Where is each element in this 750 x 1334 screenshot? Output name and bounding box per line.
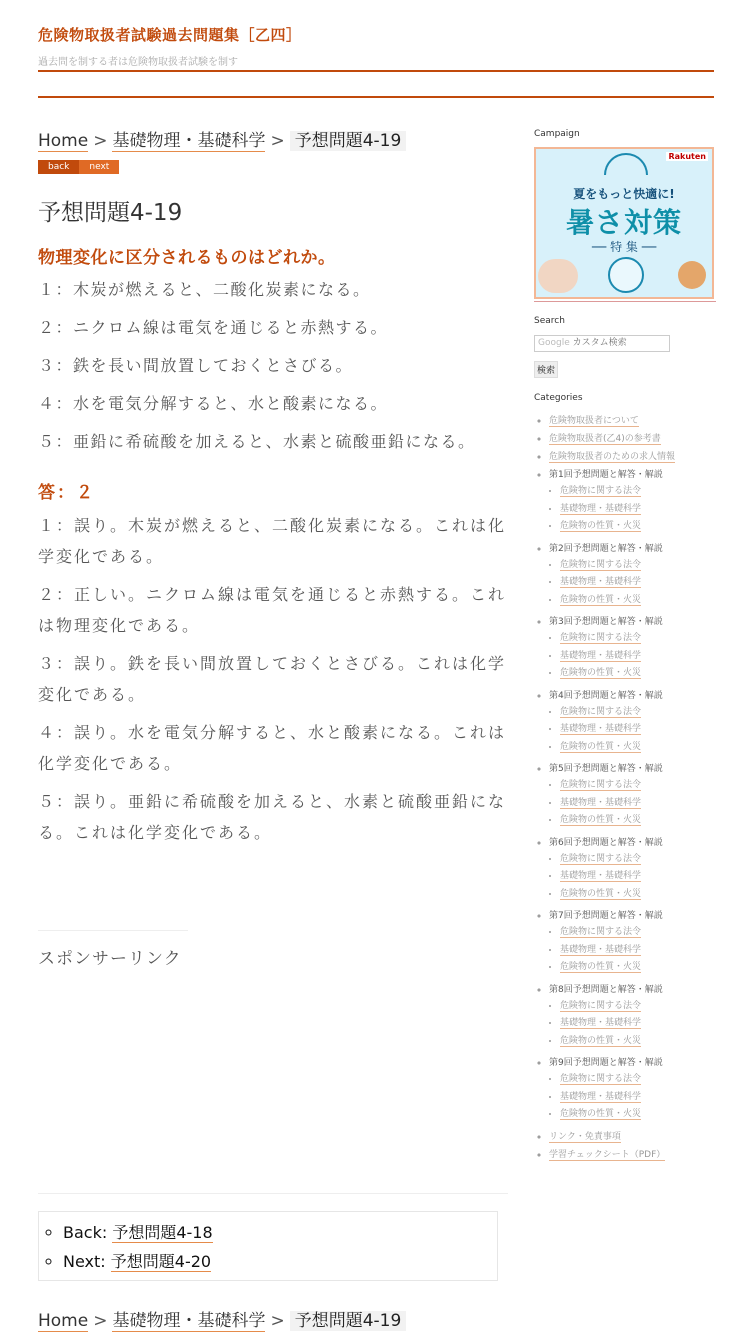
category-link[interactable]: リンク・免責事項: [549, 1131, 621, 1142]
subcategory-link[interactable]: 危険物に関する法令: [560, 633, 642, 643]
subcategory-list: [549, 557, 716, 610]
subcategory-link[interactable]: 危険物の性質・火災: [560, 1109, 642, 1119]
breadcrumb-separator: >: [270, 131, 285, 151]
subcategory-link[interactable]: 危険物に関する法令: [560, 706, 642, 717]
subcategory-item: [560, 704, 716, 722]
search-input[interactable]: [534, 335, 670, 352]
categories-list: [534, 413, 716, 1160]
category-label[interactable]: 第6回予想問題と解答・解説: [549, 837, 663, 848]
subcategory-link[interactable]: 危険物の性質・火災: [560, 815, 642, 825]
category-item: [549, 1055, 716, 1124]
site-description: 過去問を制する者は危険物取扱者試験を制す: [38, 57, 238, 68]
post-title: 予想問題4-19: [38, 200, 183, 226]
answer-text: 答：２: [38, 483, 95, 503]
subcategory-item: [560, 795, 716, 813]
subcategory-link[interactable]: 基礎物理・基礎科学: [560, 944, 642, 955]
prev-post-link[interactable]: 予想問題4-18: [112, 1223, 213, 1242]
subcategory-link[interactable]: 危険物に関する法令: [560, 853, 642, 864]
subcategory-link[interactable]: 基礎物理・基礎科学: [560, 797, 642, 808]
breadcrumb: [38, 126, 508, 151]
options-list: [38, 278, 508, 454]
sidebar: [534, 129, 716, 1165]
subcategory-link[interactable]: 基礎物理・基礎科学: [560, 1091, 642, 1102]
option-item: １：木炭が燃えると、二酸化炭素になる。: [38, 280, 371, 299]
subcategory-item: [560, 1106, 716, 1124]
rakuten-logo: Rakuten: [668, 152, 706, 161]
subcategory-link[interactable]: 基礎物理・基礎科学: [560, 650, 642, 661]
subcategory-link[interactable]: 危険物の性質・火災: [560, 668, 642, 678]
prev-post-item: [63, 1218, 497, 1247]
breadcrumb-home[interactable]: Home: [38, 1311, 89, 1331]
subcategory-item: [560, 812, 716, 830]
subcategory-link[interactable]: 危険物の性質・火災: [560, 594, 642, 605]
explanation-item: ４：誤り。水を電気分解すると、水と酸素になる。これは化学変化である。: [38, 723, 507, 773]
subcategory-item: [560, 592, 716, 610]
campaign-banner[interactable]: [534, 147, 714, 299]
site-title[interactable]: 危険物取扱者試験過去問題集［乙四］: [38, 26, 302, 44]
subcategory-list: [549, 483, 716, 536]
category-label[interactable]: 第7回予想問題と解答・解説: [549, 911, 663, 921]
search-button[interactable]: 検索: [534, 361, 558, 378]
breadcrumb-bottom: [38, 1306, 508, 1331]
option-item: ５：亜鉛に希硫酸を加えると、水素と硫酸亜鉛になる。: [38, 432, 476, 451]
subcategory-list: [549, 1071, 716, 1124]
category-link[interactable]: 危険物取扱者(乙4)の参考書: [549, 434, 661, 444]
post-divider: [38, 1193, 508, 1194]
subcategory-link[interactable]: 危険物の性質・火災: [560, 1035, 642, 1046]
subcategory-item: [560, 924, 716, 942]
subcategory-link[interactable]: 基礎物理・基礎科学: [560, 871, 642, 881]
category-link[interactable]: 学習チェックシート（PDF）: [549, 1149, 666, 1160]
category-item: [549, 1129, 716, 1142]
next-post-item: [63, 1247, 497, 1276]
category-label[interactable]: 第4回予想問題と解答・解説: [549, 690, 663, 701]
google-logo: Google: [538, 338, 570, 348]
category-label[interactable]: 第1回予想問題と解答・解説: [549, 470, 663, 480]
subcategory-item: [560, 1071, 716, 1089]
subcategory-list: [549, 777, 716, 830]
category-item: [549, 1147, 716, 1160]
subcategory-item: [560, 998, 716, 1016]
explanations-list: [38, 510, 508, 848]
subcategory-list: [549, 704, 716, 757]
subcategory-list: [549, 851, 716, 904]
subcategory-link[interactable]: 危険物に関する法令: [560, 780, 642, 790]
subcategory-item: [560, 483, 716, 501]
explanation-item: ５：誤り。亜鉛に希硫酸を加えると、水素と硫酸亜鉛になる。これは化学変化である。: [38, 792, 507, 842]
bear-icon: [608, 257, 644, 293]
category-label[interactable]: 第8回予想問題と解答・解説: [549, 984, 663, 995]
category-link[interactable]: 危険物取扱者のための求人情報: [549, 452, 676, 462]
subcategory-item: [560, 868, 716, 886]
breadcrumb-current: 予想問題4-19: [290, 131, 407, 151]
subcategory-link[interactable]: 危険物の性質・火災: [560, 962, 642, 972]
subcategory-item: [560, 942, 716, 960]
banner-underline: [534, 301, 716, 302]
subcategory-list: [549, 630, 716, 683]
breadcrumb-home[interactable]: Home: [38, 131, 89, 151]
subcategory-link[interactable]: 危険物の性質・火災: [560, 888, 642, 899]
subcategory-item: [560, 721, 716, 739]
pager: [38, 160, 508, 174]
next-post-link[interactable]: 予想問題4-20: [110, 1252, 212, 1271]
subcategory-link[interactable]: 基礎物理・基礎科学: [560, 724, 642, 734]
explanation-item: ３：誤り。鉄を長い間放置しておくとさびる。これは化学変化である。: [38, 654, 507, 704]
person-illustration: [538, 259, 578, 293]
campaign-title: Campaign: [534, 129, 580, 139]
subcategory-link[interactable]: 基礎物理・基礎科学: [560, 1018, 642, 1028]
main-content: [38, 126, 508, 1331]
subcategory-item: [560, 501, 716, 519]
category-item: [549, 431, 716, 444]
search-title: Search: [534, 316, 565, 326]
banner-line2: 暑さ対策: [565, 206, 682, 239]
subcategory-link[interactable]: 危険物に関する法令: [560, 486, 642, 496]
question-text: 物理変化に区分されるものはどれか。: [38, 248, 336, 268]
next-button[interactable]: next: [79, 160, 119, 174]
categories-title: Categories: [534, 393, 583, 403]
breadcrumb-separator: >: [93, 131, 108, 151]
prev-post-label: Back:: [63, 1223, 108, 1242]
subcategory-item: [560, 630, 716, 648]
subcategory-item: [560, 851, 716, 869]
breadcrumb-separator: >: [93, 1311, 108, 1331]
subcategory-item: [560, 557, 716, 575]
category-label[interactable]: 第9回予想問題と解答・解説: [549, 1058, 663, 1068]
subcategory-link[interactable]: 危険物の性質・火災: [560, 741, 642, 752]
banner-line3: ── 特 集 ──: [591, 240, 657, 254]
category-label[interactable]: 第2回予想問題と解答・解説: [549, 543, 663, 554]
category-item: [549, 413, 716, 426]
category-item: [549, 449, 716, 462]
option-item: ２：ニクロム線は電気を通じると赤熱する。: [38, 318, 389, 337]
sponsor-divider: [38, 930, 188, 931]
subcategory-item: [560, 518, 716, 536]
sun-icon: [604, 153, 648, 175]
category-label[interactable]: 第5回予想問題と解答・解説: [549, 764, 663, 774]
subcategory-item: [560, 959, 716, 977]
category-item: [549, 688, 716, 757]
subcategory-link[interactable]: 危険物の性質・火災: [560, 521, 642, 531]
search-placeholder: カスタム検索: [572, 338, 627, 348]
subcategory-item: [560, 886, 716, 904]
subcategory-link[interactable]: 危険物に関する法令: [560, 559, 642, 570]
post-navigation: [38, 1211, 498, 1281]
breadcrumb-category[interactable]: 基礎物理・基礎科学: [112, 1311, 266, 1331]
back-button[interactable]: back: [38, 160, 79, 174]
sponsor-label: スポンサーリンク: [38, 949, 182, 969]
subcategory-item: [560, 648, 716, 666]
subcategory-link[interactable]: 危険物に関する法令: [560, 1074, 642, 1084]
category-item: [549, 541, 716, 610]
category-item: [549, 761, 716, 830]
breadcrumb-separator: >: [270, 1311, 285, 1331]
category-item: [549, 467, 716, 536]
explanation-item: １：誤り。木炭が燃えると、二酸化炭素になる。これは化学変化である。: [38, 516, 507, 566]
subcategory-link[interactable]: 危険物に関する法令: [560, 927, 642, 937]
banner-line1: 夏をもっと快適に!: [573, 187, 675, 201]
subcategory-list: [549, 998, 716, 1051]
nav-rule: [38, 96, 714, 98]
site-header: [38, 24, 714, 68]
category-item: [549, 614, 716, 683]
subcategory-item: [560, 574, 716, 592]
subcategory-link[interactable]: 危険物に関する法令: [560, 1000, 642, 1011]
category-link[interactable]: 危険物取扱者について: [549, 416, 639, 426]
subcategory-item: [560, 739, 716, 757]
subcategory-link[interactable]: 基礎物理・基礎科学: [560, 503, 642, 514]
next-post-label: Next:: [63, 1252, 106, 1271]
category-item: [549, 908, 716, 977]
category-item: [549, 835, 716, 904]
explanation-item: ２：正しい。ニクロム線は電気を通じると赤熱する。これは物理変化である。: [38, 585, 507, 635]
header-rule: [38, 70, 714, 72]
option-item: ４：水を電気分解すると、水と酸素になる。: [38, 394, 389, 413]
subcategory-list: [549, 924, 716, 977]
subcategory-item: [560, 665, 716, 683]
category-label[interactable]: 第3回予想問題と解答・解説: [549, 617, 663, 627]
subcategory-item: [560, 1089, 716, 1107]
option-item: ３：鉄を長い間放置しておくとさびる。: [38, 356, 354, 375]
breadcrumb-current: 予想問題4-19: [290, 1311, 407, 1331]
subcategory-item: [560, 1015, 716, 1033]
breadcrumb-category[interactable]: 基礎物理・基礎科学: [112, 131, 266, 151]
dog-image: [678, 261, 706, 289]
subcategory-item: [560, 777, 716, 795]
category-item: [549, 982, 716, 1051]
subcategory-item: [560, 1033, 716, 1051]
subcategory-link[interactable]: 基礎物理・基礎科学: [560, 577, 642, 587]
